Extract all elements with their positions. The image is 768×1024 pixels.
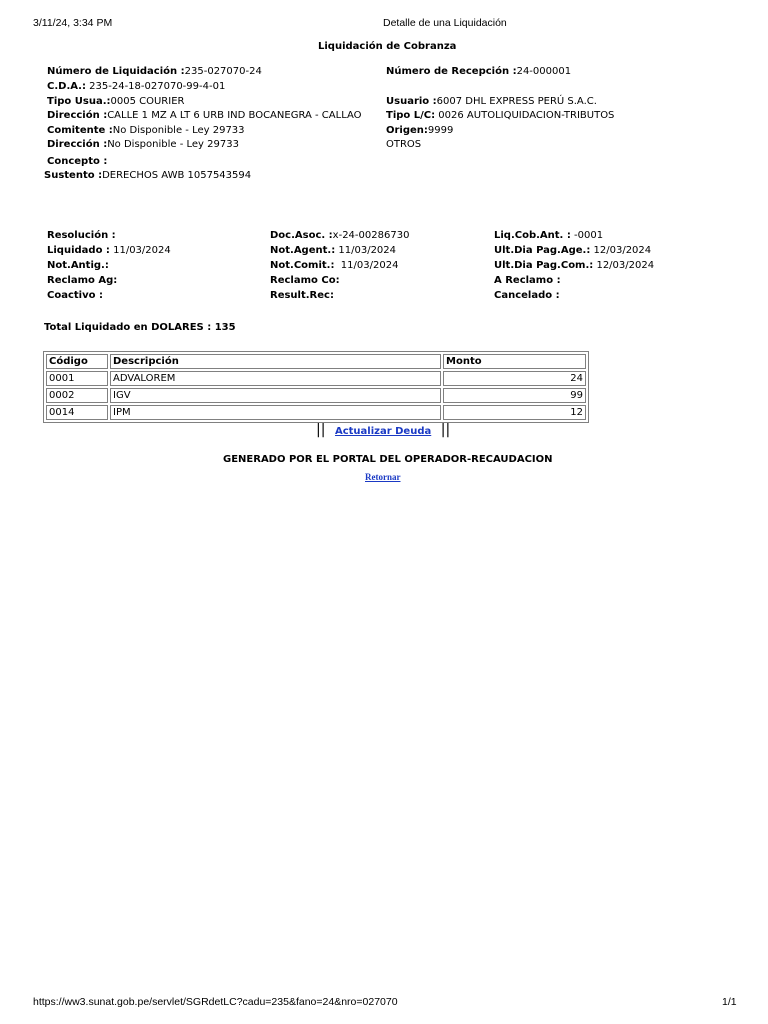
field-label: Result.Rec: bbox=[270, 290, 334, 301]
status-last-day-com bbox=[494, 259, 654, 273]
update-debt-row bbox=[316, 422, 450, 438]
field-label: Reclamo Co: bbox=[270, 275, 340, 286]
status-last-day-age bbox=[494, 244, 651, 258]
cell-amount: 12 bbox=[443, 405, 586, 420]
field-label: A Reclamo : bbox=[494, 275, 561, 286]
generated-by: GENERADO POR EL PORTAL DEL OPERADOR-RECAUDACION bbox=[223, 454, 553, 465]
field-label: Resolución : bbox=[47, 230, 116, 241]
user-row bbox=[386, 95, 597, 109]
field-label: Not.Antig.: bbox=[47, 260, 109, 271]
cell-amount: 99 bbox=[443, 388, 586, 403]
print-title: Detalle de una Liquidación bbox=[383, 17, 507, 29]
status-resolution bbox=[47, 229, 116, 243]
status-result-rec bbox=[270, 289, 334, 303]
field-value: No Disponible - Ley 29733 bbox=[107, 139, 239, 150]
separator-bar: || bbox=[440, 422, 451, 438]
support-row bbox=[44, 169, 251, 183]
field-value: 235-027070-24 bbox=[184, 66, 262, 77]
status-liq-cob-ant bbox=[494, 229, 603, 243]
print-page-number: 1/1 bbox=[722, 996, 737, 1008]
cell-description: IGV bbox=[110, 388, 441, 403]
field-label: Concepto : bbox=[47, 156, 108, 167]
cell-description: IPM bbox=[110, 405, 441, 420]
field-label: Ult.Dia Pag.Age.: bbox=[494, 245, 591, 256]
status-liquidated bbox=[47, 244, 171, 258]
field-value: OTROS bbox=[386, 139, 422, 150]
field-label: Número de Liquidación : bbox=[47, 66, 185, 77]
field-value: 11/03/2024 bbox=[334, 260, 399, 271]
cell-code: 0014 bbox=[46, 405, 108, 420]
return-link[interactable]: Retornar bbox=[365, 472, 401, 482]
field-label: Dirección : bbox=[47, 110, 108, 121]
status-doc-asoc bbox=[270, 229, 409, 243]
field-value: CALLE 1 MZ A LT 6 URB IND BOCANEGRA - CALLAO bbox=[107, 110, 362, 121]
table-row bbox=[46, 388, 586, 403]
detail-table bbox=[43, 351, 589, 423]
field-value: 6007 DHL EXPRESS PERÚ S.A.C. bbox=[436, 96, 597, 107]
field-label: Tipo Usua.: bbox=[47, 96, 111, 107]
field-label: Dirección : bbox=[47, 139, 108, 150]
page-title: Liquidación de Cobranza bbox=[318, 41, 457, 52]
field-label: Sustento : bbox=[44, 170, 103, 181]
field-label: Liquidado : bbox=[47, 245, 110, 256]
field-label: Origen: bbox=[386, 125, 428, 136]
status-to-claim bbox=[494, 274, 561, 288]
concept-row bbox=[47, 155, 107, 169]
header-code: Código bbox=[46, 354, 108, 369]
field-label: Ult.Dia Pag.Com.: bbox=[494, 260, 594, 271]
field-value: 12/03/2024 bbox=[593, 260, 655, 271]
field-label: Cancelado : bbox=[494, 290, 560, 301]
lc-type-row bbox=[386, 109, 614, 123]
update-debt-link[interactable]: Actualizar Deuda bbox=[334, 426, 432, 437]
field-label: Not.Agent.: bbox=[270, 245, 336, 256]
table-row bbox=[46, 371, 586, 386]
field-value: 0005 COURIER bbox=[110, 96, 185, 107]
field-value: -0001 bbox=[570, 230, 604, 241]
field-label: Usuario : bbox=[386, 96, 437, 107]
status-claim-co bbox=[270, 274, 340, 288]
table-row bbox=[46, 405, 586, 420]
separator-bar: || bbox=[316, 422, 326, 438]
header-description: Descripción bbox=[110, 354, 441, 369]
field-value: No Disponible - Ley 29733 bbox=[112, 125, 245, 136]
header-amount: Monto bbox=[443, 354, 586, 369]
field-value: 0026 AUTOLIQUIDACION-TRIBUTOS bbox=[435, 110, 615, 121]
status-not-agent bbox=[270, 244, 396, 258]
field-label: Comitente : bbox=[47, 125, 113, 136]
principal-address-row bbox=[47, 138, 239, 152]
field-value: 11/03/2024 bbox=[335, 245, 397, 256]
print-datetime: 3/11/24, 3:34 PM bbox=[33, 17, 113, 29]
liquidation-number-row bbox=[47, 65, 262, 79]
cell-code: 0001 bbox=[46, 371, 108, 386]
field-value: 11/03/2024 bbox=[109, 245, 171, 256]
cell-code: 0002 bbox=[46, 388, 108, 403]
print-url: https://ww3.sunat.gob.pe/servlet/SGRdetLC?cadu=235&fano=24&nro=027070 bbox=[33, 996, 398, 1008]
field-value: 235-24-18-027070-99-4-01 bbox=[85, 81, 226, 92]
status-not-comit bbox=[270, 259, 398, 273]
field-label: Liq.Cob.Ant. : bbox=[494, 230, 571, 241]
cda-row bbox=[47, 80, 225, 94]
status-not-antig bbox=[47, 259, 109, 273]
table-header-row bbox=[46, 354, 586, 369]
address-row bbox=[47, 109, 362, 123]
user-type-row bbox=[47, 95, 184, 109]
cell-description: ADVALOREM bbox=[110, 371, 441, 386]
field-label: Not.Comit.: bbox=[270, 260, 335, 271]
field-label: Reclamo Ag: bbox=[47, 275, 118, 286]
total-liquidated: Total Liquidado en DOLARES : 135 bbox=[44, 322, 236, 333]
field-value: DERECHOS AWB 1057543594 bbox=[102, 170, 252, 181]
field-value: 24-000001 bbox=[516, 66, 572, 77]
field-label: Tipo L/C: bbox=[386, 110, 436, 121]
field-value: 9999 bbox=[427, 125, 454, 136]
field-label: Doc.Asoc. : bbox=[270, 230, 333, 241]
origin-desc-row bbox=[386, 138, 421, 152]
field-label: Número de Recepción : bbox=[386, 66, 517, 77]
status-cancelled bbox=[494, 289, 560, 303]
field-value: x-24-00286730 bbox=[332, 230, 410, 241]
status-claim-ag bbox=[47, 274, 117, 288]
origin-row bbox=[386, 124, 453, 138]
field-label: C.D.A.: bbox=[47, 81, 86, 92]
status-coactive bbox=[47, 289, 103, 303]
principal-row bbox=[47, 124, 245, 138]
field-label: Coactivo : bbox=[47, 290, 103, 301]
cell-amount: 24 bbox=[443, 371, 586, 386]
field-value: 12/03/2024 bbox=[590, 245, 652, 256]
reception-number-row bbox=[386, 65, 571, 79]
